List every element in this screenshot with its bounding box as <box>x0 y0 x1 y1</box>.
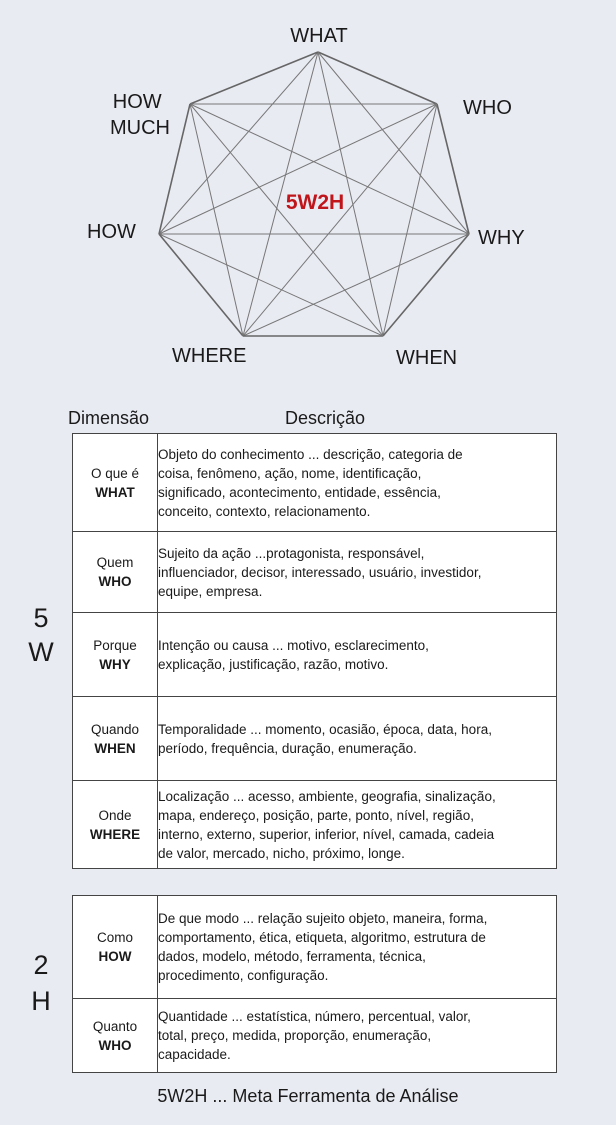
dimension-en: WHO <box>98 1037 132 1053</box>
description-line: Sujeito da ação ...protagonista, responsável, <box>158 545 425 561</box>
description-cell <box>158 532 557 613</box>
vertex-label-why: WHY <box>478 227 525 249</box>
heptagon-diagonal <box>243 234 469 336</box>
dimension-pt: Quanto <box>92 1018 138 1034</box>
dimension-pt: Quando <box>90 721 140 737</box>
table-row <box>73 613 557 697</box>
heptagon-diagonal <box>383 104 437 336</box>
table-row <box>73 532 557 613</box>
heptagon-diagonal <box>159 104 437 234</box>
dimension-pt: O que é <box>90 465 140 481</box>
heptagon-side <box>190 52 318 104</box>
dimension-pt: Porque <box>93 637 137 653</box>
vertex-label-how: HOW <box>87 221 136 243</box>
center-label: 5W2H <box>285 191 345 214</box>
vertex-label-what: WHAT <box>290 25 348 47</box>
group-5w-digit: 5 <box>33 603 49 633</box>
heptagon-diagonal <box>190 104 469 234</box>
vertex-label-who: WHO <box>463 97 512 119</box>
dimension-en: WHAT <box>95 484 135 500</box>
description-cell <box>158 434 557 532</box>
heptagon-side <box>159 234 243 336</box>
dimension-cell <box>73 532 158 613</box>
dimension-cell <box>73 999 158 1073</box>
table-2h <box>72 895 557 1073</box>
description-line: equipe, empresa. <box>158 583 263 599</box>
description-line: mapa, endereço, posição, parte, ponto, nível, região, <box>158 807 474 823</box>
description-line: de valor, mercado, nicho, próximo, longe. <box>158 845 405 861</box>
description-line: período, frequência, duração, enumeração. <box>158 740 417 756</box>
description-line: dados, modelo, método, ferramenta, técnica, <box>158 949 426 964</box>
description-line: procedimento, configuração. <box>158 968 329 983</box>
description-line: Objeto do conhecimento ... descrição, categoria de <box>158 446 463 462</box>
heptagon-diagonal <box>190 104 383 336</box>
table-row <box>73 896 557 999</box>
description-line: explicação, justificação, razão, motivo. <box>158 656 389 672</box>
description-line: significado, acontecimento, entidade, essência, <box>158 484 441 500</box>
group-2h-digit: 2 <box>33 950 49 980</box>
dimension-en: WHERE <box>89 826 141 842</box>
heptagon-diagonal <box>243 104 437 336</box>
vertex-label-where: WHERE <box>172 345 247 367</box>
description-line: Intenção ou causa ... motivo, esclarecimento, <box>158 637 429 653</box>
dimension-pt: Onde <box>98 807 132 823</box>
table-row <box>73 434 557 532</box>
description-line: Quantidade ... estatística, número, percentual, valor, <box>158 1009 471 1024</box>
how-much-line-2: MUCH <box>110 117 170 139</box>
dimension-en: WHEN <box>94 740 136 756</box>
description-line: coisa, fenômeno, ação, nome, identificação, <box>158 465 422 481</box>
description-line: De que modo ... relação sujeito objeto, maneira, forma, <box>158 911 488 926</box>
caption: 5W2H ... Meta Ferramenta de Análise <box>157 1086 459 1106</box>
description-cell <box>158 781 557 869</box>
heptagon-side <box>318 52 437 104</box>
dimension-cell <box>73 613 158 697</box>
description-line: total, preço, medida, proporção, enumeração, <box>158 1028 432 1043</box>
vertex-label-how-much <box>110 91 170 139</box>
heptagon-side <box>383 234 469 336</box>
description-line: comportamento, ética, etiqueta, algoritmo, estrutura de <box>158 930 486 945</box>
table-5w <box>72 433 557 869</box>
heptagon-diagram <box>0 0 616 400</box>
description-line: Temporalidade ... momento, ocasião, época, data, hora, <box>158 721 492 737</box>
dimension-cell <box>73 697 158 781</box>
dimension-pt: Como <box>96 930 133 945</box>
how-much-line-1: HOW <box>112 91 162 113</box>
vertex-label-when: WHEN <box>396 347 458 369</box>
group-2h-letter: H <box>31 986 51 1016</box>
dimension-cell <box>73 434 158 532</box>
dimension-en: HOW <box>98 949 132 964</box>
group-5w-letter: W <box>28 637 54 667</box>
description-line: conceito, contexto, relacionamento. <box>158 503 371 519</box>
description-cell <box>158 697 557 781</box>
dimension-en: WHO <box>98 574 132 589</box>
dimension-pt: Quem <box>96 555 134 570</box>
dimension-en: WHY <box>99 656 131 672</box>
heptagon-diagonal <box>190 104 243 336</box>
description-line: capacidade. <box>158 1047 231 1062</box>
header-dimension: Dimensão <box>68 408 150 428</box>
description-line: Localização ... acesso, ambiente, geografia, sinalização, <box>158 788 496 804</box>
dimension-cell <box>73 896 158 999</box>
header-description: Descrição <box>285 408 366 428</box>
table-row <box>73 697 557 781</box>
description-cell <box>158 999 557 1073</box>
table-row <box>73 999 557 1073</box>
description-line: interno, externo, superior, inferior, nível, camada, cadeia <box>158 826 495 842</box>
table-row <box>73 781 557 869</box>
description-cell <box>158 613 557 697</box>
description-cell <box>158 896 557 999</box>
heptagon-diagonal <box>159 234 383 336</box>
description-line: influenciador, decisor, interessado, usuário, investidor, <box>158 564 482 580</box>
dimension-cell <box>73 781 158 869</box>
